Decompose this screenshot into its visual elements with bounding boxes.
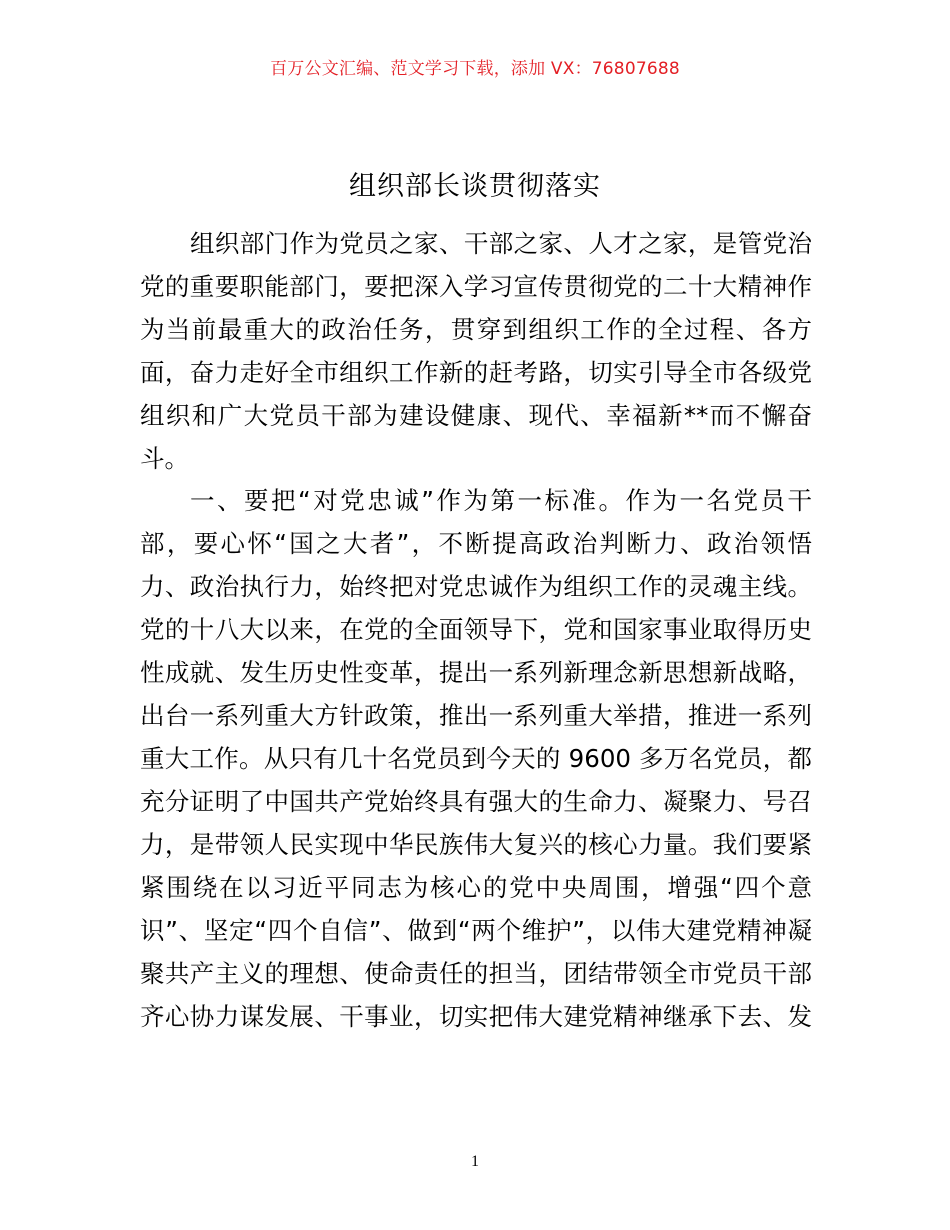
document-title: 组织部长谈贯彻落实 [349,171,601,202]
text-line: 重大工作。从只有几十名党员到今天的 9600 多万名党员，都 [140,744,812,773]
page-number: 1 [471,1153,479,1170]
text-line: 部，要心怀“国之大者”，不断提高政治判断力、政治领悟 [140,529,812,558]
text-line: 力，是带领人民实现中华民族伟大复兴的核心力量。我们要紧 [140,830,812,859]
text-line: 聚共产主义的理想、使命责任的担当，团结带领全市党员干部 [140,959,812,988]
text-line: 面，奋力走好全市组织工作新的赶考路，切实引导全市各级党 [140,358,812,387]
paragraph-intro [140,222,812,480]
text-line: 组织部门作为党员之家、干部之家、人才之家，是管党治 [190,229,812,258]
text-line: 齐心协力谋发展、干事业，切实把伟大建党精神继承下去、发 [140,1002,812,1031]
text-line: 出台一系列重大方针政策，推出一系列重大举措，推进一系列 [140,701,812,730]
header-banner: 百万公文汇编、范文学习下载，添加 VX：76807688 [270,59,680,79]
text-line: 识”、坚定“四个自信”、做到“两个维护”，以伟大建党精神凝 [140,916,812,945]
text-line: 党的重要职能部门，要把深入学习宣传贯彻党的二十大精神作 [140,272,812,301]
text-line: 紧围绕在以习近平同志为核心的党中央周围，增强“四个意 [140,873,812,902]
section-heading-line: 一、要把“对党忠诚”作为第一标准。作为一名党员干 [190,486,812,515]
text-line: 力、政治执行力，始终把对党忠诚作为组织工作的灵魂主线。 [140,572,812,601]
text-line: 党的十八大以来，在党的全面领导下，党和国家事业取得历史 [140,615,812,644]
text-line: 斗。 [140,444,189,473]
text-line: 为当前最重大的政治任务，贯穿到组织工作的全过程、各方 [140,315,812,344]
text-line: 性成就、发生历史性变革，提出一系列新理念新思想新战略， [140,658,812,687]
text-line: 组织和广大党员干部为建设健康、现代、幸福新**而不懈奋 [140,401,812,430]
text-line: 充分证明了中国共产党始终具有强大的生命力、凝聚力、号召 [140,787,812,816]
paragraph-section-one [140,479,812,1038]
